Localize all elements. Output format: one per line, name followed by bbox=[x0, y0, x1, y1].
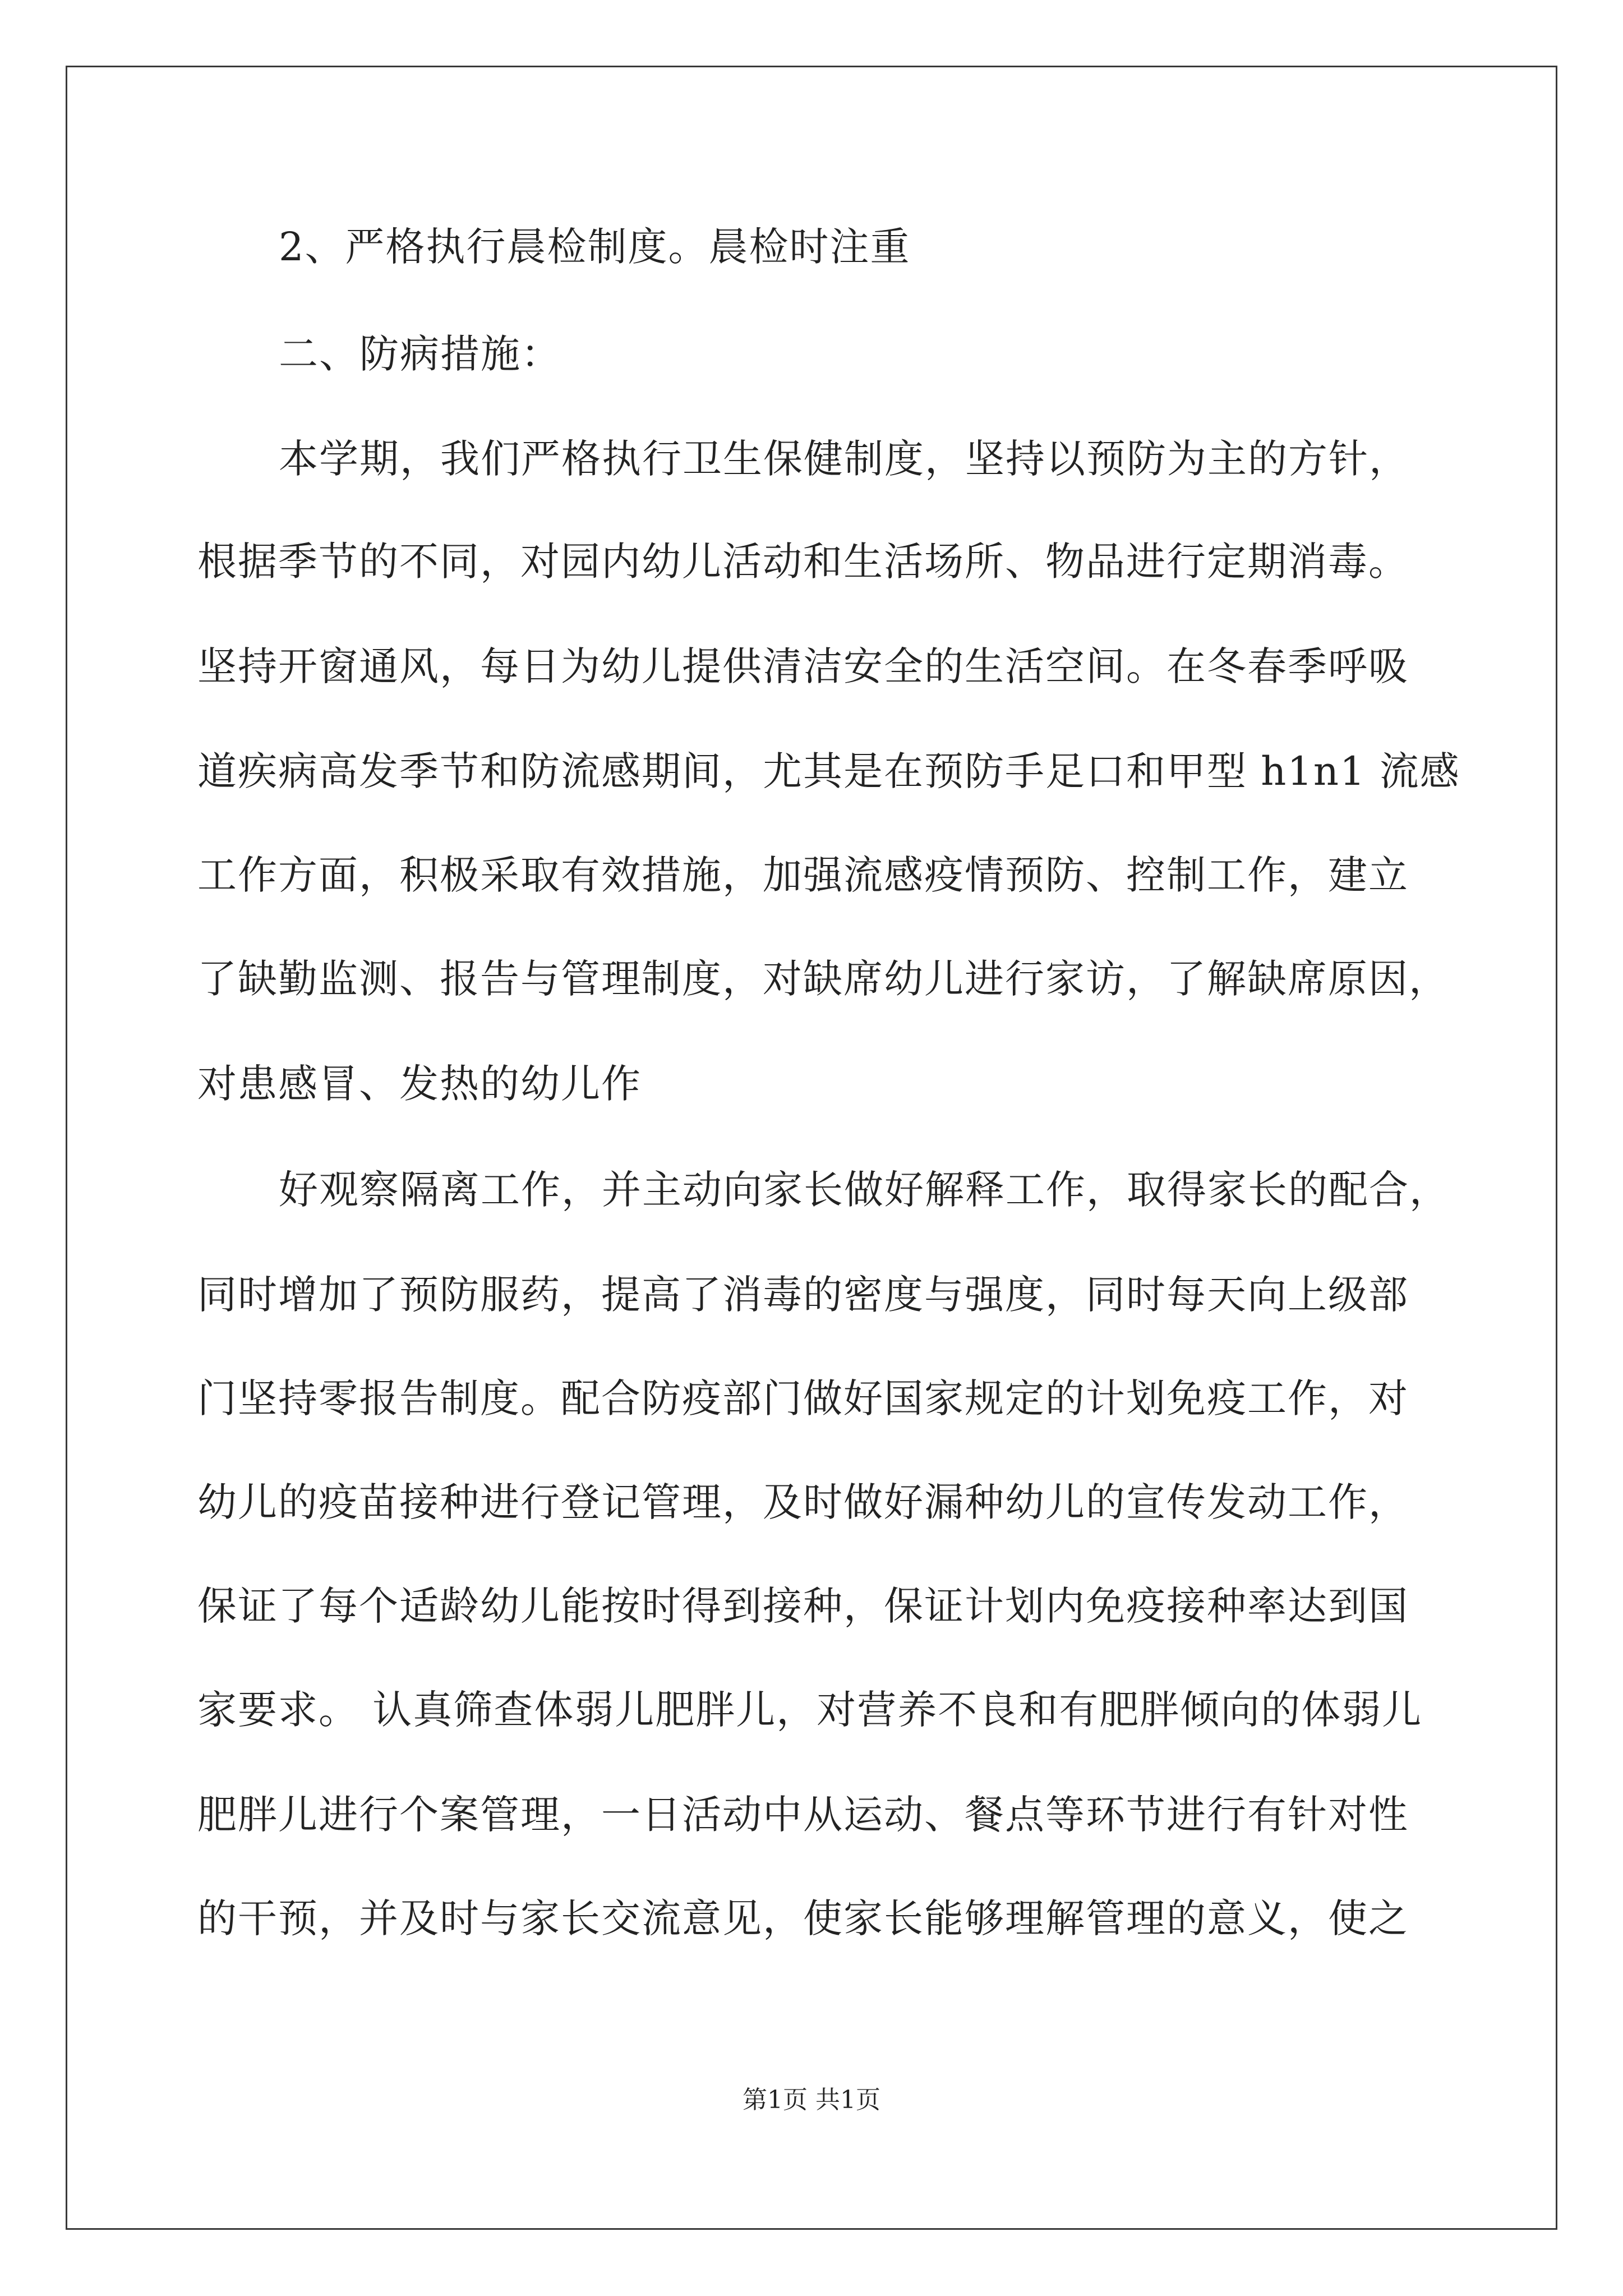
text-line: 好观察隔离工作，并主动向家长做好解释工作，取得家长的配合， bbox=[279, 1167, 1450, 1213]
text-line: 二、防病措施： bbox=[279, 331, 561, 377]
text-line: 幼儿的疫苗接种进行登记管理，及时做好漏种幼儿的宣传发动工作， bbox=[197, 1479, 1409, 1525]
text-line: 道疾病高发季节和防流感期间，尤其是在预防手足口和甲型 h1n1 流感 bbox=[197, 748, 1460, 794]
text-line: 保证了每个适龄幼儿能按时得到接种，保证计划内免疫接种率达到国 bbox=[197, 1583, 1409, 1629]
text-line: 同时增加了预防服药，提高了消毒的密度与强度，同时每天向上级部 bbox=[197, 1272, 1409, 1318]
text-line: 本学期，我们严格执行卫生保健制度，坚持以预防为主的方针， bbox=[279, 436, 1409, 482]
text-line: 的干预，并及时与家长交流意见，使家长能够理解管理的意义，使之 bbox=[197, 1895, 1409, 1941]
text-line: 门坚持零报告制度。配合防疫部门做好国家规定的计划免疫工作，对 bbox=[197, 1375, 1409, 1421]
text-line: 对患感冒、发热的幼儿作 bbox=[197, 1061, 642, 1107]
text-line: 根据季节的不同，对园内幼儿活动和生活场所、物品进行定期消毒。 bbox=[197, 539, 1409, 585]
page-footer: 第1页 共1页 bbox=[743, 2086, 880, 2114]
text-line: 家要求。 认真筛查体弱儿肥胖儿，对营养不良和有肥胖倾向的体弱儿 bbox=[197, 1687, 1423, 1733]
text-line: 肥胖儿进行个案管理，一日活动中从运动、餐点等环节进行有针对性 bbox=[197, 1792, 1409, 1838]
text-line: 坚持开窗通风，每日为幼儿提供清洁安全的生活空间。在冬春季呼吸 bbox=[197, 643, 1409, 689]
text-line: 工作方面，积极采取有效措施，加强流感疫情预防、控制工作，建立 bbox=[197, 852, 1409, 898]
text-line: 了缺勤监测、报告与管理制度，对缺席幼儿进行家访，了解缺席原因， bbox=[197, 956, 1449, 1002]
text-line: 2、严格执行晨检制度。晨检时注重 bbox=[279, 224, 911, 270]
